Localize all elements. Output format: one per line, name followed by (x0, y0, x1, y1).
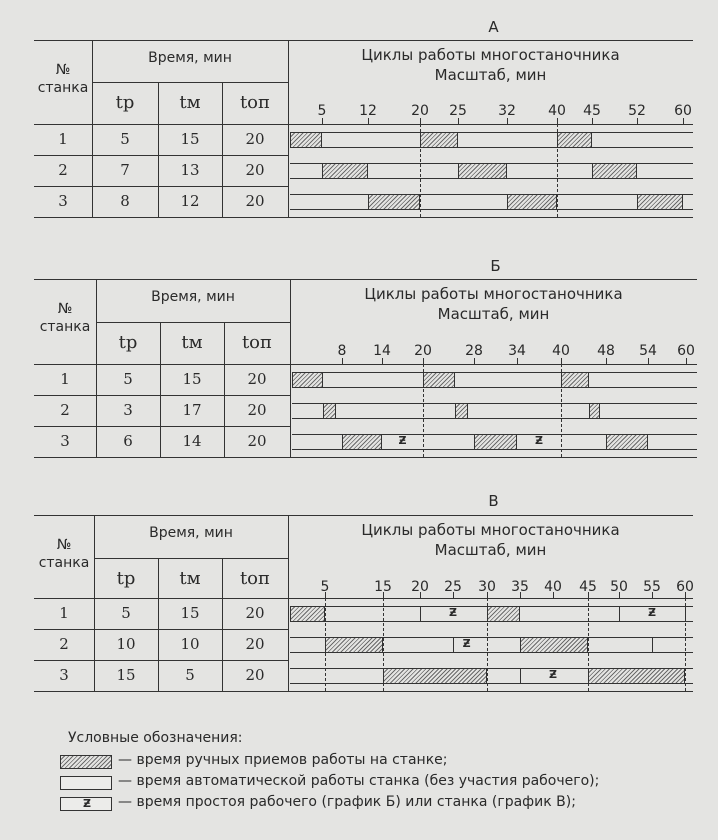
manual-work-bar (455, 403, 468, 419)
cycle-boundary-mark (619, 606, 620, 621)
axis-tick-label: 40 (552, 343, 570, 359)
axis-tick-mark (592, 118, 593, 124)
auto-work-line-bottom (290, 147, 693, 148)
row-divider (34, 155, 288, 156)
axis-tick-label: 12 (359, 103, 377, 119)
row-divider (34, 660, 288, 661)
header-cycles: Циклы работы многостаночника (361, 521, 620, 539)
axis-tick-label: 45 (583, 103, 601, 119)
legend-title: Условные обозначения: (68, 730, 243, 746)
manual-work-bar (487, 606, 520, 622)
subheader-line (94, 558, 288, 559)
row-tp-value: 8 (120, 192, 130, 210)
row-machine-number: 1 (58, 130, 68, 148)
row-tm-value: 15 (182, 370, 202, 388)
row-top-value: 20 (245, 635, 265, 653)
manual-work-bar (290, 606, 325, 622)
auto-work-line-bottom (290, 209, 693, 210)
legend-idle-text: — время простоя рабочего (график Б) или станка (график В); (118, 794, 576, 810)
axis-tick-mark (507, 118, 508, 124)
table-bottom-line (34, 217, 693, 218)
header-machine-no: № (57, 301, 73, 317)
header-machine-no: № (55, 62, 71, 78)
row-top-value: 20 (245, 130, 265, 148)
axis-tick-label: 8 (337, 343, 347, 359)
manual-work-bar (557, 132, 592, 148)
axis-tick-label: 14 (373, 343, 391, 359)
axis-tick-mark (683, 118, 684, 124)
header-bottom-line (34, 598, 693, 599)
row-tm-value: 14 (182, 432, 202, 450)
axis-tick-mark (453, 592, 454, 598)
axis-tick-mark (474, 358, 475, 364)
header-bottom-line (34, 364, 697, 365)
idle-symbol: Ƶ (535, 434, 543, 447)
row-tm-value: 5 (185, 666, 195, 684)
idle-symbol: Ƶ (398, 434, 407, 447)
row-top-value: 20 (245, 161, 265, 179)
axis-tick-mark (686, 358, 687, 364)
legend-idle-symbol: Ƶ (83, 797, 91, 810)
table-top-line (34, 40, 693, 41)
section-letter: А (488, 18, 499, 36)
row-tp-value: 10 (116, 635, 136, 653)
axis-tick-label: 28 (465, 343, 483, 359)
row-machine-number: 1 (60, 370, 70, 388)
row-tm-value: 15 (180, 130, 200, 148)
axis-tick-label: 40 (548, 103, 566, 119)
legend-manual-swatch (60, 755, 112, 769)
header-cycles: Циклы работы многостаночника (364, 285, 623, 303)
row-machine-number: 2 (58, 161, 68, 179)
manual-work-bar (458, 163, 507, 179)
row-top-value: 20 (245, 192, 265, 210)
row-machine-number: 2 (60, 401, 70, 419)
axis-tick-label: 34 (508, 343, 526, 359)
axis-tick-label: 45 (579, 579, 597, 595)
auto-work-line-top (292, 372, 697, 373)
header-tm: tм (179, 568, 201, 589)
axis-tick-mark (606, 358, 607, 364)
axis-tick-mark (368, 118, 369, 124)
section-letter: Б (490, 257, 501, 275)
header-scale: Масштаб, мин (437, 305, 550, 323)
auto-work-line-top (290, 132, 693, 133)
axis-tick-label: 20 (411, 579, 429, 595)
table-top-line (34, 515, 693, 516)
row-tm-value: 15 (180, 604, 200, 622)
cycle-boundary-mark (520, 668, 521, 683)
axis-tick-label: 25 (444, 579, 462, 595)
manual-work-bar (606, 434, 648, 450)
row-divider (34, 395, 290, 396)
manual-work-bar (561, 372, 589, 388)
row-tp-value: 7 (120, 161, 130, 179)
row-tp-value: 5 (123, 370, 133, 388)
row-tp-value: 6 (123, 432, 133, 450)
row-tp-value: 5 (120, 130, 130, 148)
header-top: tоп (239, 92, 271, 113)
row-divider (34, 426, 290, 427)
axis-tick-mark (382, 358, 383, 364)
row-tm-value: 10 (180, 635, 200, 653)
row-divider (34, 629, 288, 630)
axis-tick-mark (652, 592, 653, 598)
manual-work-bar (589, 403, 600, 419)
axis-tick-label: 32 (498, 103, 516, 119)
auto-work-line-top (290, 194, 693, 195)
axis-tick-mark (648, 358, 649, 364)
manual-work-bar (588, 668, 685, 684)
row-top-value: 20 (245, 666, 265, 684)
table-bottom-line (34, 457, 697, 458)
header-time: Время, мин (148, 50, 232, 66)
row-top-value: 20 (247, 370, 267, 388)
header-tp: tр (118, 332, 138, 353)
auto-work-line-bottom (292, 387, 697, 388)
axis-tick-label: 25 (449, 103, 467, 119)
table-bottom-line (34, 691, 693, 692)
row-machine-number: 3 (59, 666, 69, 684)
header-time: Время, мин (149, 525, 233, 541)
axis-tick-label: 5 (317, 103, 327, 119)
manual-work-bar (342, 434, 382, 450)
row-machine-number: 1 (59, 604, 69, 622)
subheader-line (96, 322, 290, 323)
manual-work-bar (325, 637, 383, 653)
header-cycles: Циклы работы многостаночника (361, 46, 620, 64)
table-top-line (34, 279, 697, 280)
column-divider (94, 515, 95, 691)
header-machine-no: № (56, 537, 72, 553)
cycle-boundary-mark (685, 606, 686, 621)
auto-work-line-bottom (292, 418, 697, 419)
axis-tick-mark (619, 592, 620, 598)
axis-tick-label: 54 (639, 343, 657, 359)
row-machine-number: 3 (60, 432, 70, 450)
axis-tick-mark (342, 358, 343, 364)
axis-tick-label: 20 (414, 343, 432, 359)
axis-tick-label: 55 (643, 579, 661, 595)
manual-work-bar (637, 194, 683, 210)
manual-work-bar (507, 194, 557, 210)
header-machine: станка (39, 319, 91, 335)
legend-idle-swatch (60, 797, 112, 811)
row-top-value: 20 (245, 604, 265, 622)
header-tm: tм (181, 332, 203, 353)
axis-tick-label: 52 (628, 103, 646, 119)
axis-tick-mark (458, 118, 459, 124)
manual-work-bar (474, 434, 517, 450)
axis-tick-label: 48 (597, 343, 615, 359)
row-tp-value: 3 (123, 401, 133, 419)
idle-symbol: Ƶ (449, 606, 457, 619)
row-tp-value: 15 (116, 666, 136, 684)
manual-work-bar (520, 637, 588, 653)
manual-work-bar (383, 668, 487, 684)
axis-tick-mark (520, 592, 521, 598)
axis-tick-label: 60 (677, 343, 695, 359)
row-top-value: 20 (247, 401, 267, 419)
axis-tick-label: 20 (411, 103, 429, 119)
row-top-value: 20 (247, 432, 267, 450)
axis-tick-mark (420, 592, 421, 598)
manual-work-bar (423, 372, 455, 388)
axis-tick-label: 15 (374, 579, 392, 595)
row-tm-value: 17 (182, 401, 202, 419)
axis-tick-mark (322, 118, 323, 124)
header-tm: tм (179, 92, 201, 113)
manual-work-bar (368, 194, 420, 210)
section-letter: В (488, 492, 499, 510)
manual-work-bar (290, 132, 322, 148)
legend-auto-text: — время автоматической работы станка (без участия рабочего); (118, 773, 600, 789)
manual-work-bar (292, 372, 323, 388)
manual-work-bar (592, 163, 637, 179)
manual-work-bar (322, 163, 368, 179)
manual-work-bar (323, 403, 336, 419)
header-scale: Масштаб, мин (434, 541, 547, 559)
subheader-line (92, 82, 288, 83)
legend-manual-text: — время ручных приемов работы на станке; (118, 752, 448, 768)
idle-symbol: Ƶ (648, 606, 656, 619)
axis-tick-label: 30 (478, 579, 496, 595)
legend-auto-swatch (60, 776, 112, 790)
header-top: tоп (241, 332, 273, 353)
column-divider (96, 279, 97, 457)
axis-tick-mark (553, 592, 554, 598)
idle-symbol: Ƶ (549, 668, 557, 681)
row-tm-value: 12 (180, 192, 200, 210)
auto-work-line-top (292, 403, 697, 404)
cycle-boundary-mark (652, 637, 653, 652)
cycle-boundary-mark (453, 637, 454, 652)
header-machine: станка (38, 555, 90, 571)
header-tp: tр (115, 92, 135, 113)
axis-tick-label: 60 (674, 103, 692, 119)
header-top: tоп (239, 568, 271, 589)
header-bottom-line (34, 124, 693, 125)
idle-symbol: Ƶ (462, 637, 471, 650)
axis-tick-label: 5 (320, 579, 330, 595)
row-machine-number: 3 (58, 192, 68, 210)
axis-tick-label: 60 (676, 579, 694, 595)
axis-tick-mark (637, 118, 638, 124)
axis-tick-label: 50 (610, 579, 628, 595)
axis-tick-mark (517, 358, 518, 364)
header-machine: станка (37, 80, 89, 96)
axis-tick-label: 40 (544, 579, 562, 595)
manual-work-bar (420, 132, 458, 148)
axis-tick-label: 35 (511, 579, 529, 595)
header-time: Время, мин (151, 289, 235, 305)
row-tm-value: 13 (180, 161, 200, 179)
row-machine-number: 2 (59, 635, 69, 653)
row-tp-value: 5 (121, 604, 131, 622)
header-tp: tр (116, 568, 136, 589)
cycle-boundary-mark (420, 606, 421, 621)
row-divider (34, 186, 288, 187)
header-scale: Масштаб, мин (434, 66, 547, 84)
